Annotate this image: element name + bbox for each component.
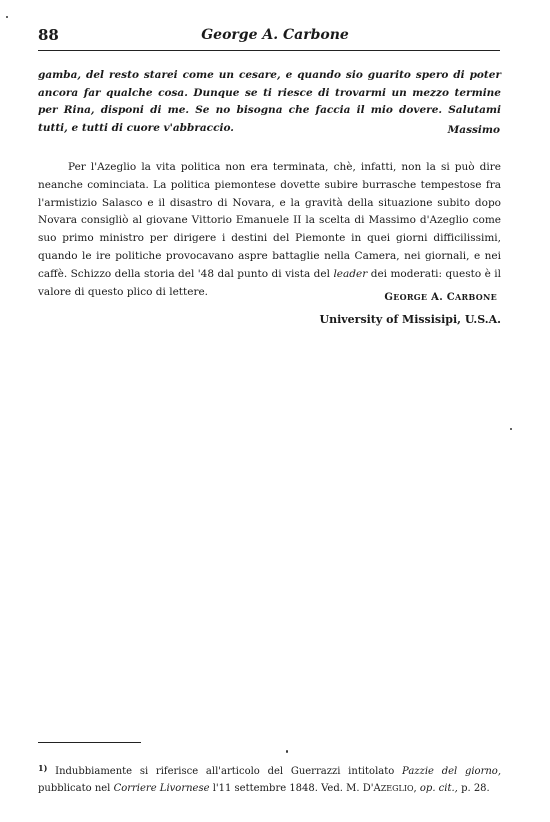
footnote-text-d: p. 28. [461, 783, 490, 794]
footnote-text-c: l'11 settembre 1848. Ved. M. D' [212, 783, 374, 794]
scan-speck [6, 16, 8, 18]
footnote-italic-c: op. cit., [419, 783, 458, 794]
header-rule [38, 50, 500, 51]
author-middle: A. [431, 292, 443, 303]
author-smallcaps-2: ARBONE [455, 292, 497, 302]
footnote: $^{1)}$ Indubbiamente si riferisce all'articolo del Guerrazzi intitolato Pazzie del giorno, pubblicato nel Corriere Livornese l'11 settembre 1848. Ved. M. D'AZEGLIO, op. cit., p. 28. [38, 763, 502, 794]
footnote-text-a: Indubbiamente si riferisce all'articolo del Guerrazzi intitolato [55, 766, 395, 777]
author-initial-1: G [384, 292, 394, 303]
body-paragraph-part-1: Per l'Azeglio la vita politica non era terminata, chè, infatti, non la si può dire neanche cominciata. La politica piemontese dovette subire burrasche tempestose fra l'armistizio Salasco e il disastro di Novara, e la gravità della situazione subito dopo Novara consigliò al giovane Vittorio Emanuele II la scelta di Massimo d'Azeglio come suo primo ministro per dirigere i destini del Piemonte in quei giorni difficilissimi, quando le ire politiche provocavano aspre battaglie nella Camera, nei giornali, e nei caffè. Schizzo della storia del '48 dal punto di vista del [38, 161, 501, 280]
author-initial-2: C [446, 292, 456, 303]
body-paragraph-part-2: dei moderati: questo è il valore di questo plico di lettere. [38, 267, 502, 298]
body-paragraph-italic-word: leader [333, 267, 368, 280]
author-smallcaps-1: EORGE [393, 292, 428, 302]
letter-signature: Massimo [447, 124, 500, 136]
scan-speck [510, 428, 512, 430]
running-head: George A. Carbone [201, 27, 349, 43]
author-name [384, 292, 497, 303]
scan-speck [286, 750, 288, 753]
footnote-sc-rest: ZEGLIO [380, 784, 414, 793]
page-number: 88 [38, 26, 59, 44]
footnote-italic-a: Pazzie del giorno, [402, 766, 502, 777]
author-affiliation: University of Missisipi, U.S.A. [319, 313, 501, 326]
letter-text: gamba, del resto starei come un cesare, e quando sio guarito spero di poter ancora far qualche cosa. Dunque se ti riesce di trovarmi un mezzo termine per Rina, disponi di me. Se no bisogna che faccia il mio dovere. Salutami tutti, e tutti di cuore v'abbraccio. [38, 69, 501, 134]
footnote-marker: 1) [38, 763, 48, 773]
footnote-italic-b: Corriere Livornese [113, 783, 210, 794]
body-paragraph [38, 159, 501, 301]
footnote-sc-initial: A [373, 783, 381, 794]
footnote-rule [38, 742, 141, 743]
footnote-text-b: pubblicato nel [38, 783, 111, 794]
